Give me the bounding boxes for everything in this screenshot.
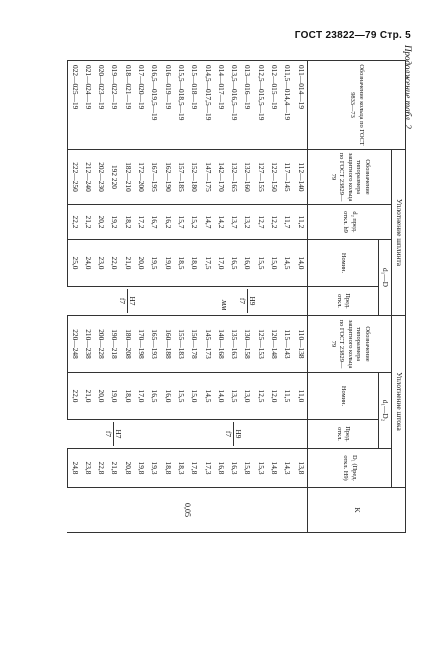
col-tol-piston-header: Пред. откл. bbox=[308, 287, 379, 316]
piston-ring-size-cell: 182—210 bbox=[121, 150, 134, 205]
ring-designation-cell: 022—025—19 bbox=[67, 61, 81, 150]
rod-ring-size-cell: 220—248 bbox=[67, 316, 81, 373]
ring-designation-cell: 012—015—19 bbox=[267, 61, 280, 150]
piston-nominal-cell: 17,0 bbox=[214, 240, 227, 287]
d2-cell: 16,7 bbox=[147, 205, 160, 240]
D1-cell: 24,8 bbox=[67, 449, 81, 488]
rod-ring-size-cell: 115—143 bbox=[280, 316, 293, 373]
piston-ring-size-cell: 192 220 bbox=[108, 150, 121, 205]
group-rod-header: Уплотнение штока bbox=[392, 316, 406, 488]
ring-designation-cell: 013,5—016,5—19 bbox=[227, 61, 240, 150]
D1-cell: 17,3 bbox=[201, 449, 214, 488]
ring-designation-cell: 019—022—19 bbox=[108, 61, 121, 150]
rod-nominal-cell: 16,5 bbox=[147, 373, 160, 420]
ring-designation-cell: 011,5—014,4—19 bbox=[280, 61, 293, 150]
ring-designation-cell: 015,5—018,5—19 bbox=[174, 61, 187, 150]
ring-designation-cell: 014,5—017,5—19 bbox=[201, 61, 214, 150]
d2-cell: 19,2 bbox=[108, 205, 121, 240]
rod-ring-size-cell: 190—218 bbox=[108, 316, 121, 373]
piston-ring-size-cell: 157—185 bbox=[174, 150, 187, 205]
ring-designation-cell: 018—021—19 bbox=[121, 61, 134, 150]
rod-nominal-cell: 14,5 bbox=[201, 373, 214, 420]
sub-piston-dD-header: d₁—D bbox=[379, 240, 392, 316]
D1-cell: 15,8 bbox=[241, 449, 254, 488]
rod-nominal-cell: 13,5 bbox=[227, 373, 240, 420]
d2-cell: 14,7 bbox=[201, 205, 214, 240]
rod-fit-cell-h7 bbox=[67, 420, 161, 449]
ring-designation-cell: 016,5—019,5—19 bbox=[147, 61, 160, 150]
d2-cell: 15,7 bbox=[174, 205, 187, 240]
rod-nominal-cell: 12,0 bbox=[267, 373, 280, 420]
piston-nominal-cell: 17,5 bbox=[201, 240, 214, 287]
piston-fit-cell-h9 bbox=[187, 287, 307, 316]
piston-ring-size-cell: 117—145 bbox=[280, 150, 293, 205]
piston-ring-size-cell: 202—230 bbox=[94, 150, 107, 205]
piston-nominal-cell: 24,0 bbox=[81, 240, 94, 287]
rod-nominal-cell: 21,0 bbox=[81, 373, 94, 420]
d2-cell: 12,2 bbox=[267, 205, 280, 240]
piston-nominal-cell: 16,0 bbox=[241, 240, 254, 287]
piston-nominal-cell: 19,5 bbox=[147, 240, 160, 287]
d2-cell: 11,2 bbox=[294, 205, 308, 240]
D1-cell: 13,8 bbox=[294, 449, 308, 488]
col-d2-header: d₂ пред. откл. h9 bbox=[308, 205, 392, 240]
D1-cell: 23,8 bbox=[81, 449, 94, 488]
dimensions-table bbox=[67, 60, 406, 533]
fit-lower: f7 bbox=[237, 297, 247, 305]
piston-nominal-cell: 19,0 bbox=[161, 240, 174, 287]
piston-nominal-cell: 18,5 bbox=[174, 240, 187, 287]
rod-ring-size-cell: 210—238 bbox=[81, 316, 94, 373]
ring-designation-cell: 012,5—015,5—19 bbox=[254, 61, 267, 150]
col-designation-header: Обозначение кольца по ГОСТ 9833—73 bbox=[308, 61, 406, 150]
rod-ring-size-cell: 130—158 bbox=[241, 316, 254, 373]
piston-ring-size-cell: 212—240 bbox=[81, 150, 94, 205]
rod-ring-size-cell: 150—178 bbox=[187, 316, 200, 373]
d2-cell: 20,2 bbox=[94, 205, 107, 240]
D1-cell: 16,8 bbox=[214, 449, 227, 488]
piston-nominal-cell: 22,0 bbox=[108, 240, 121, 287]
piston-fit-cell-h7 bbox=[67, 287, 187, 316]
col-ring-piston-header: Обозначение типоразмера защитного кольца по ГОСТ 23829—79 bbox=[308, 150, 392, 205]
D1-cell: 15,3 bbox=[254, 449, 267, 488]
piston-ring-size-cell: 142—170 bbox=[214, 150, 227, 205]
rod-nominal-cell: 14,0 bbox=[214, 373, 227, 420]
piston-nominal-cell: 16,5 bbox=[227, 240, 240, 287]
piston-ring-size-cell: 122—150 bbox=[267, 150, 280, 205]
d2-cell: 16,2 bbox=[161, 205, 174, 240]
ring-designation-cell: 013—016—19 bbox=[241, 61, 254, 150]
piston-nominal-cell: 14,5 bbox=[280, 240, 293, 287]
rod-ring-size-cell: 200—228 bbox=[94, 316, 107, 373]
rod-nominal-cell: 15,0 bbox=[187, 373, 200, 420]
fit-upper: H7 bbox=[113, 422, 123, 446]
rod-ring-size-cell: 145—173 bbox=[201, 316, 214, 373]
piston-ring-size-cell: 162—190 bbox=[161, 150, 174, 205]
ring-designation-cell: 011—014—19 bbox=[294, 61, 308, 150]
ring-designation-cell: 015—018—19 bbox=[187, 61, 200, 150]
piston-ring-size-cell: 132—160 bbox=[241, 150, 254, 205]
col-ring-rod-header: Обозначение типоразмера защитного кольца по ГОСТ 23829—79 bbox=[308, 316, 392, 373]
d2-cell: 15,2 bbox=[187, 205, 200, 240]
D1-cell: 22,8 bbox=[94, 449, 107, 488]
sub-rod-dD-header: d₁—D₂ bbox=[379, 373, 392, 449]
rod-ring-size-cell: 160—188 bbox=[161, 316, 174, 373]
col-D1-header: D₁ (Пред. откл. H9) bbox=[308, 449, 392, 488]
rod-nominal-cell: 22,0 bbox=[67, 373, 81, 420]
piston-nominal-cell: 18,0 bbox=[187, 240, 200, 287]
fit-lower: f7 bbox=[224, 430, 234, 438]
D1-cell: 17,8 bbox=[187, 449, 200, 488]
d2-cell: 17,2 bbox=[134, 205, 147, 240]
piston-ring-size-cell: 147—175 bbox=[201, 150, 214, 205]
d2-cell: 12,7 bbox=[254, 205, 267, 240]
rod-nominal-cell: 11,5 bbox=[280, 373, 293, 420]
fit-lower: f7 bbox=[117, 297, 127, 305]
rod-ring-size-cell: 125—153 bbox=[254, 316, 267, 373]
d2-cell: 18,2 bbox=[121, 205, 134, 240]
k-value-cell: 0,05 bbox=[67, 488, 307, 533]
ring-designation-cell: 016—019—19 bbox=[161, 61, 174, 150]
D1-cell: 18,3 bbox=[174, 449, 187, 488]
D1-cell: 19,3 bbox=[147, 449, 160, 488]
fit-upper: H9 bbox=[247, 289, 257, 313]
piston-ring-size-cell: 112—140 bbox=[294, 150, 308, 205]
D1-cell: 14,8 bbox=[267, 449, 280, 488]
piston-nominal-cell: 15,5 bbox=[254, 240, 267, 287]
D1-cell: 20,8 bbox=[121, 449, 134, 488]
rod-nominal-cell: 15,5 bbox=[174, 373, 187, 420]
piston-nominal-cell: 15,0 bbox=[267, 240, 280, 287]
rod-ring-size-cell: 140—168 bbox=[214, 316, 227, 373]
piston-nominal-cell: 20,0 bbox=[134, 240, 147, 287]
rod-ring-size-cell: 135—163 bbox=[227, 316, 240, 373]
unit-label: мм bbox=[220, 300, 229, 311]
d2-cell: 21,2 bbox=[81, 205, 94, 240]
d2-cell: 13,2 bbox=[241, 205, 254, 240]
rod-ring-size-cell: 170—198 bbox=[134, 316, 147, 373]
ring-designation-cell: 014—017—19 bbox=[214, 61, 227, 150]
rod-nominal-cell: 13,0 bbox=[241, 373, 254, 420]
piston-ring-size-cell: 167—195 bbox=[147, 150, 160, 205]
D1-cell: 21,8 bbox=[108, 449, 121, 488]
col-nom-piston-header: Номин. bbox=[308, 240, 379, 287]
col-k-header: K bbox=[308, 488, 406, 533]
piston-nominal-cell: 21,0 bbox=[121, 240, 134, 287]
rod-nominal-cell: 20,0 bbox=[94, 373, 107, 420]
piston-ring-size-cell: 152—180 bbox=[187, 150, 200, 205]
ring-designation-cell: 017—020—19 bbox=[134, 61, 147, 150]
piston-nominal-cell: 25,0 bbox=[67, 240, 81, 287]
d2-cell: 14,2 bbox=[214, 205, 227, 240]
rod-ring-size-cell: 110—138 bbox=[294, 316, 308, 373]
rod-nominal-cell: 16,0 bbox=[161, 373, 174, 420]
table-row bbox=[294, 61, 308, 533]
rod-nominal-cell: 18,0 bbox=[121, 373, 134, 420]
table-row bbox=[174, 61, 187, 533]
rod-nominal-cell: 12,5 bbox=[254, 373, 267, 420]
rod-ring-size-cell: 155—183 bbox=[174, 316, 187, 373]
piston-ring-size-cell: 127—155 bbox=[254, 150, 267, 205]
col-nom-rod-header: Номин. bbox=[308, 373, 379, 420]
piston-ring-size-cell: 132—165 bbox=[227, 150, 240, 205]
d2-cell: 22,2 bbox=[67, 205, 81, 240]
piston-ring-size-cell: 172—200 bbox=[134, 150, 147, 205]
page-header: ГОСТ 23822—79 Стр. 5 bbox=[294, 30, 411, 41]
d2-cell: 13,7 bbox=[227, 205, 240, 240]
fit-upper: H9 bbox=[233, 422, 243, 446]
group-piston-header: Уплотнение шплинта bbox=[392, 150, 406, 316]
rod-ring-size-cell: 180—208 bbox=[121, 316, 134, 373]
D1-cell: 18,8 bbox=[161, 449, 174, 488]
table-continuation-caption: Продолжение табл. 2 bbox=[403, 45, 413, 129]
D1-cell: 14,3 bbox=[280, 449, 293, 488]
piston-nominal-cell: 14,0 bbox=[294, 240, 308, 287]
piston-nominal-cell: 23,0 bbox=[94, 240, 107, 287]
fit-upper: H7 bbox=[127, 289, 137, 313]
rod-ring-size-cell: 120—148 bbox=[267, 316, 280, 373]
D1-cell: 16,3 bbox=[227, 449, 240, 488]
ring-designation-cell: 020—023—19 bbox=[94, 61, 107, 150]
d2-cell: 11,7 bbox=[280, 205, 293, 240]
rod-nominal-cell: 19,0 bbox=[108, 373, 121, 420]
ring-designation-cell: 021—024—19 bbox=[81, 61, 94, 150]
col-tol-rod-header: Пред. откл. bbox=[308, 420, 379, 449]
rod-fit-cell-h9 bbox=[161, 420, 308, 449]
rod-nominal-cell: 11,0 bbox=[294, 373, 308, 420]
rod-ring-size-cell: 165—193 bbox=[147, 316, 160, 373]
D1-cell: 19,8 bbox=[134, 449, 147, 488]
piston-ring-size-cell: 222—250 bbox=[67, 150, 81, 205]
rod-nominal-cell: 17,0 bbox=[134, 373, 147, 420]
fit-lower: f7 bbox=[104, 430, 114, 438]
